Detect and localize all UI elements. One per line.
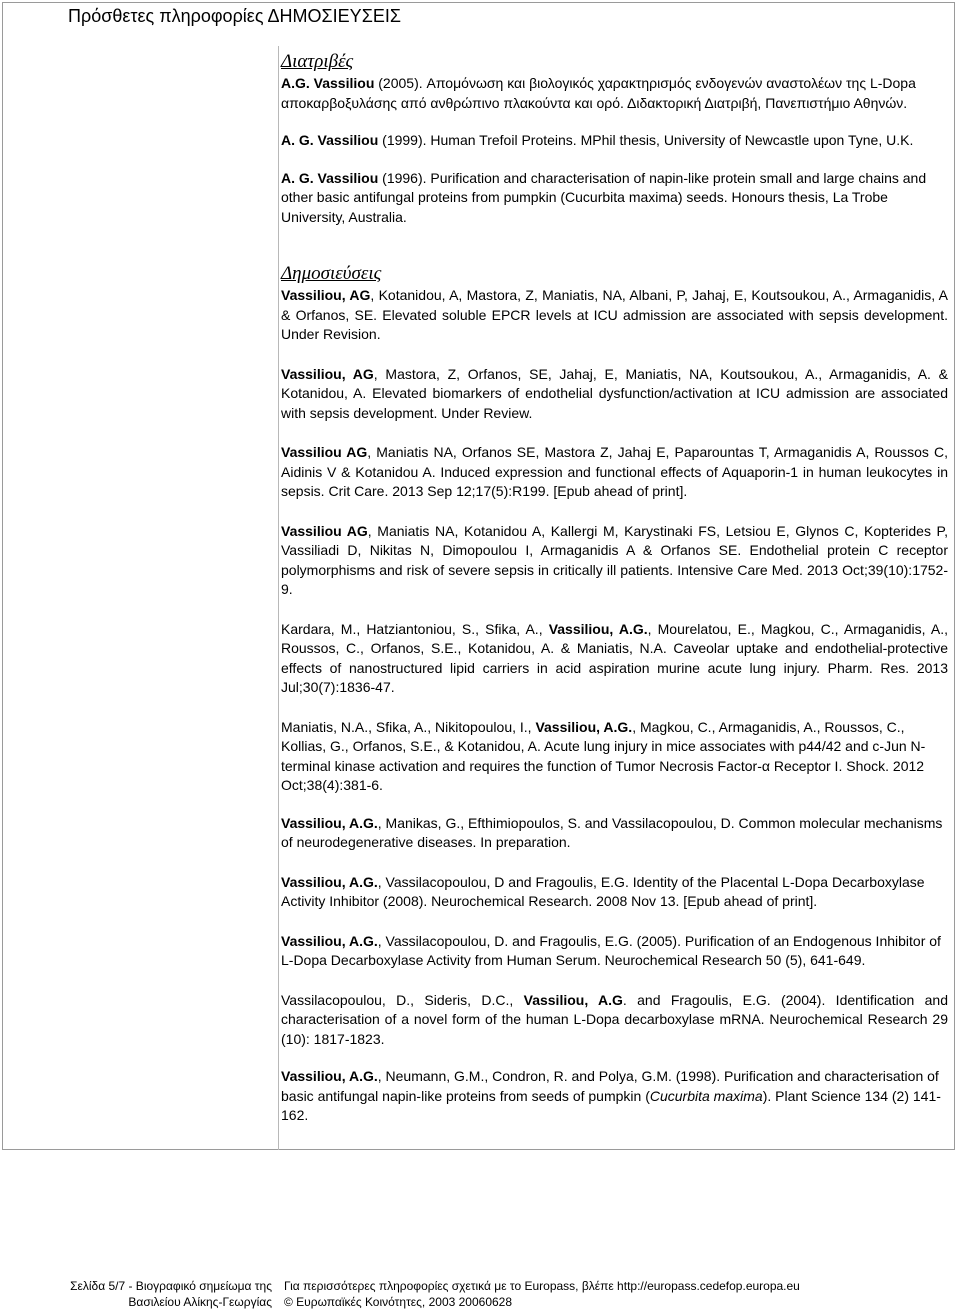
publications-title: Δημοσιεύσεις xyxy=(281,263,382,284)
publication-author-highlight: Vassiliou, AG xyxy=(281,287,371,303)
thesis-entry xyxy=(281,131,948,151)
publication-entry xyxy=(281,814,948,853)
thesis-author: A.G. Vassiliou xyxy=(281,75,375,91)
theses-title: Διατριβές xyxy=(281,51,354,72)
publication-author-highlight: Vassiliou, A.G. xyxy=(535,718,633,735)
page-header xyxy=(68,6,401,27)
thesis-text: (1999). Human Trefoil Proteins. MPhil thesis, University of Newcastle upon Tyne, U.K. xyxy=(378,132,914,148)
publication-text: , Mastora, Z, Orfanos, SE, Jahaj, E, Maniatis, NA, Koutsoukou, A., Armaganidis, A. & Kotanidou, A. Elevated biomarkers of endothelial dysfunction/activation at ICU admission are associated with sepsis development. Under Review. xyxy=(281,365,948,421)
thesis-text: (2005). Απομόνωση και βιολογικός χαρακτηρισμός ενδογενών αναστολέων της L-Dopa αποκαρβοξυλάσης από ανθρώπινο πλακούντα και ορό. Διδακτορική Διατριβή, Πανεπιστήμιο Αθηνών. xyxy=(281,75,916,111)
header-section: ΔΗΜΟΣΙΕΥΣΕΙΣ xyxy=(267,6,401,26)
publication-author-highlight: Vassiliou, A.G. xyxy=(281,814,378,831)
thesis-entry xyxy=(281,169,948,228)
thesis-text: (1996). Purification and characterisation of napin-like protein small and large chains and other basic antifungal proteins from pumpkin (Cucurbita maxima) seeds. Honours thesis, La Trobe University, Australia. xyxy=(281,169,927,225)
header-prefix: Πρόσθετες πληροφορίες xyxy=(68,6,264,26)
footer-europass-info xyxy=(284,1278,944,1310)
publication-author-highlight: Vassiliou, A.G. xyxy=(281,932,378,949)
publication-entry xyxy=(281,286,948,345)
publication-entry xyxy=(281,718,948,796)
publication-authors-pre: Vassilacopoulou, D., Sideris, D.C., xyxy=(281,991,524,1008)
footer-europass-line: Για περισσότερες πληροφορίες σχετικά με το Europass, βλέπε http://europass.cedefop.europa.eu xyxy=(284,1279,800,1293)
publication-text: , Kotanidou, A, Mastora, Z, Maniatis, NA, Albani, P, Jahaj, E, Koutsoukou, A., Armaganidis, A & Orfanos, SE. Elevated soluble EPCR levels at ICU admission are associated with sepsis development. Under Revision. xyxy=(281,287,948,342)
publication-authors-pre: Kardara, M., Hatziantoniou, S., Sfika, A., xyxy=(281,620,549,637)
publication-text: , Maniatis NA, Orfanos SE, Mastora Z, Jahaj E, Paparountas T, Armaganidis A, Roussos C, Aidinis V & Kotanidou A. Induced expression and functional effects of Aquaporin-1 in human leukocytes in sepsis. Crit Care. 2013 Sep 12;17(5):R199. [Epub ahead of print]. xyxy=(281,444,948,499)
publication-text: , Magkou, C., Armaganidis, A., Roussos, C., Kollias, G., Orfanos, S.E., & Kotanidou, A. Acute lung injury in mice associates with p44/42 and c-Jun N-terminal kinase activation and requires the function of Tumor Necrosis Factor-α Receptor I. Shock. 2012 Oct;38(4):381-6. xyxy=(281,718,926,793)
publication-author-highlight: Vassiliou, A.G. xyxy=(281,1068,378,1084)
publication-entry xyxy=(281,522,948,600)
publication-entry xyxy=(281,1067,948,1126)
publication-entry xyxy=(281,873,948,912)
publication-author-highlight: Vassiliou AG xyxy=(281,444,368,460)
publication-author-highlight: Vassiliou, A.G xyxy=(523,991,623,1008)
footer-page-line: Σελίδα 5/7 - Βιογραφικό σημείωμα της xyxy=(70,1279,272,1293)
publication-entry xyxy=(281,620,948,698)
footer-owner-line: Βασιλείου Αλίκης-Γεωργίας xyxy=(128,1295,272,1309)
thesis-author: A. G. Vassiliou xyxy=(281,132,379,148)
publication-text: , Vassilacopoulou, D. and Fragoulis, E.G. (2005). Purification of an Endogenous Inhibitor of L-Dopa Decarboxylase Activity from Human Serum. Neurochemical Research 50 (5), 641-649. xyxy=(281,932,941,968)
publication-author-highlight: Vassiliou AG xyxy=(281,522,368,539)
main-content xyxy=(281,51,948,1146)
publication-entry xyxy=(281,932,948,971)
publication-entry xyxy=(281,365,948,424)
publication-author-highlight: Vassiliou, A.G. xyxy=(281,873,378,890)
publication-author-highlight: Vassiliou, A.G. xyxy=(548,620,648,637)
footer-copyright-line: © Ευρωπαϊκές Κοινότητες, 2003 20060628 xyxy=(284,1295,513,1309)
publication-authors-pre: Maniatis, N.A., Sfika, A., Nikitopoulou, I., xyxy=(281,718,536,735)
publication-entry xyxy=(281,991,948,1050)
column-divider xyxy=(278,46,279,1150)
publication-text: , Neumann, G.M., Condron, R. and Polya, G.M. (1998). Purification and characterisation of basic antifungal napin-like proteins from seeds of pumpkin ( xyxy=(281,1068,939,1104)
publication-text: . and Fragoulis, E.G. (2004). Identification and characterisation of a novel form of the human L-Dopa decarboxylase mRNA. Neurochemical Research 29 (10): 1817-1823. xyxy=(281,991,948,1047)
footer-page-info xyxy=(4,1278,272,1310)
publication-species-italic: Cucurbita maxima xyxy=(649,1087,763,1104)
publication-text-end: ). Plant Science 134 (2) 141-162. xyxy=(281,1087,941,1123)
publication-author-highlight: Vassiliou, AG xyxy=(281,365,374,382)
publication-text: , Manikas, G., Efthimiopoulos, S. and Vassilacopoulou, D. Common molecular mechanisms of neurodegenerative diseases. In preparation. xyxy=(281,814,943,850)
publication-text: , Mourelatou, E., Magkou, C., Armaganidis, A., Roussos, C., Orfanos, S.E., Kotanidou, A. & Maniatis, N.A. Caveolar uptake and endothelial-protective effects of nanostructured lipid carriers in acid aspiration murine acute lung injury. Pharm. Res. 2013 Jul;30(7):1836-47. xyxy=(281,620,948,695)
thesis-author: A. G. Vassiliou xyxy=(281,169,379,186)
publication-entry xyxy=(281,443,948,502)
publication-text: , Maniatis NA, Kotanidou A, Kallergi M, Karystinaki FS, Letsiou E, Glynos C, Kopterides P, Vassiliadi D, Nikitas N, Dimopoulou I, Armaganidis A & Orfanos SE. Endothelial protein C receptor polymorphisms and risk of severe sepsis in critically ill patients. Intensive Care Med. 2013 Oct;39(10):1752-9. xyxy=(281,522,948,597)
publication-text: , Vassilacopoulou, D and Fragoulis, E.G. Identity of the Placental L-Dopa Decarboxylase Activity Inhibitor (2008). Neurochemical Research. 2008 Nov 13. [Epub ahead of print]. xyxy=(281,873,925,909)
thesis-entry xyxy=(281,74,948,113)
